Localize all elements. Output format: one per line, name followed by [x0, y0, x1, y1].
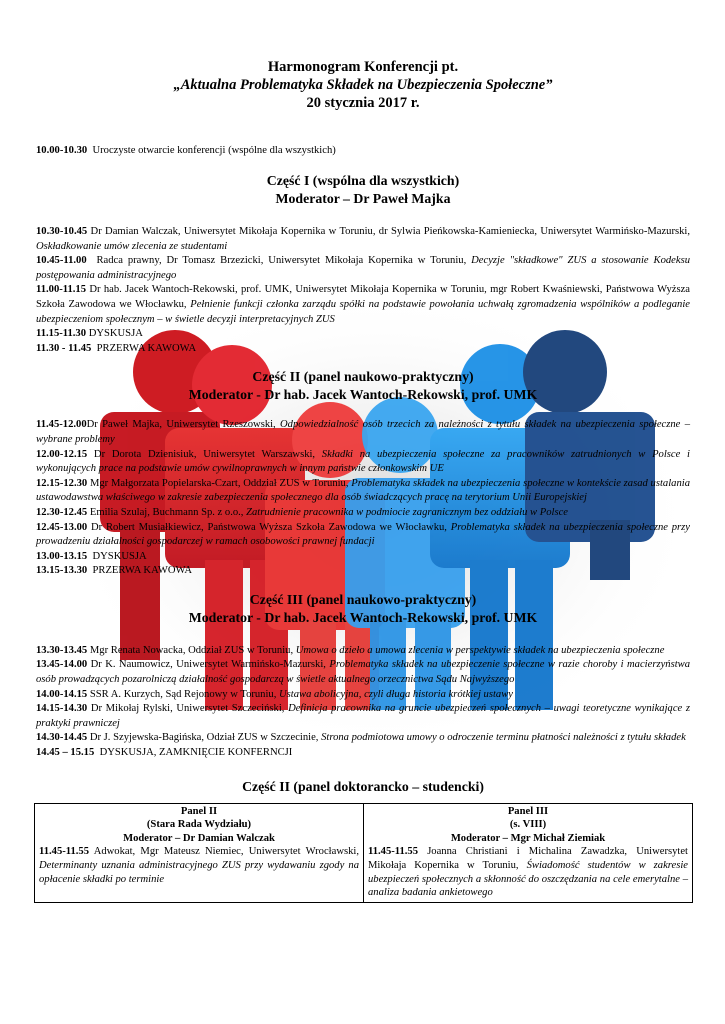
item-speaker: Emilia Szulaj, Buchmann Sp. z o.o.,: [89, 506, 247, 518]
item-time: 12.45-13.00: [36, 521, 88, 533]
part-3-title: Część III (panel naukowo-praktyczny): [249, 591, 477, 607]
item-speaker: Dr J. Szyjewska-Bagińska, Odział ZUS w Szczecinie,: [89, 732, 322, 744]
item-time: 11.45-11.55: [39, 846, 90, 858]
schedule-item: [36, 658, 690, 687]
item-title: Zatrudnienie pracownika w podmiocie zagranicznym bez oddziału w Polsce: [246, 506, 569, 518]
panel-item: [39, 845, 359, 886]
item-title: Problematyka składek na ubezpieczenia społeczne przy prowadzeniu działalności gospodarczej w ramach osobowości prawnej fundacji: [36, 521, 690, 548]
item-title: Problematyka składek na ubezpieczenie społeczne w razie choroby i macierzyństwa osób prowadzących pozarolniczą działalność gospodarczą w świetle aktualnego orzecznictwa Sądu Najwyższego: [36, 659, 691, 686]
item-speaker: Adwokat, Mgr Mateusz Niemiec, Uniwersytet Wrocławski,: [93, 846, 359, 858]
schedule-item: [36, 506, 690, 521]
schedule-item: [36, 327, 690, 342]
item-title: Świadomość studentów w zakresie ubezpieczeń społecznych a skłonność do oszczędzania na cele emerytalne – analiza badania ankietowego: [368, 860, 688, 899]
panel-moderator: Moderator – Mgr Michał Ziemiak: [450, 832, 606, 844]
item-time: 14.00-14.15: [36, 688, 88, 700]
schedule-item: [36, 731, 690, 746]
item-time: 13.30-13.45: [36, 644, 88, 656]
item-title: Umowa o dzieło a umowa zlecenia w perspektywie składek na ubezpieczenia społeczne: [295, 644, 665, 656]
panel-room: (s. VIII): [509, 819, 547, 831]
schedule-item: [36, 550, 690, 565]
item-time: 11.45-12.00: [36, 419, 87, 431]
part-3-heading: [36, 591, 690, 627]
item-time: 13.15-13.30: [36, 565, 88, 577]
item-time: 10.45-11.00: [36, 255, 87, 267]
part-1-moderator: Moderator – Dr Paweł Majka: [275, 191, 451, 206]
schedule-item: [36, 283, 690, 327]
schedule-item: [36, 225, 690, 254]
document-page: [36, 58, 690, 903]
table-row: [35, 803, 693, 902]
panel-room: (Stara Rada Wydziału): [146, 819, 252, 831]
schedule-item: [36, 448, 690, 477]
item-title: Odpowiedzialność osób trzecich za należności z tytułu składek na ubezpieczenia społeczne – wybrane problemy: [36, 419, 690, 445]
panel-name: Panel II: [180, 805, 218, 817]
item-speaker: PRZERWA KAWOWA: [96, 342, 197, 354]
item-speaker: DYSKUSJA: [88, 328, 143, 340]
opening-time: 10.00-10.30: [36, 145, 88, 156]
item-speaker: Dr Dorota Dzienisiuk, Uniwersytet Warszawski,: [93, 448, 322, 460]
item-time: 11.45-11.55: [368, 846, 419, 858]
panel-name: Panel III: [507, 805, 549, 817]
schedule-item: [36, 254, 690, 283]
schedule-item: [36, 688, 690, 703]
opening-text: Uroczyste otwarcie konferencji (wspólne dla wszystkich): [92, 145, 336, 156]
document-header: [36, 58, 690, 112]
panel-cell-right: [364, 803, 693, 902]
item-title: Pełnienie funkcji członka zarządu spółki na podstawie powołania uchwałą zgromadzenia wspólników a podleganie ubezpieczeniom społecznym – w świetle decyzji interpretacyjnych ZUS: [36, 298, 690, 325]
part-1-heading: [36, 172, 690, 208]
item-time: 13.45-14.00: [36, 659, 88, 671]
schedule-item: [36, 564, 690, 579]
schedule-item: [36, 644, 690, 659]
item-time: 11.30 - 11.45: [36, 342, 92, 354]
conference-title: „Aktualna Problematyka Składek na Ubezpieczenia Społeczne”: [173, 77, 553, 93]
schedule-item: [36, 702, 690, 731]
item-title: Decyzje "składkowe" ZUS a stosowanie Kodeksu postępowania administracyjnego: [36, 255, 691, 281]
item-speaker: Dr Damian Walczak, Uniwersytet Mikołaja Kopernika w Toruniu, dr Sylwia Pieńkowska-Kamieniecka, Uniwersytet Warmińsko-Mazurski,: [90, 226, 690, 237]
panel-moderator: Moderator – Dr Damian Walczak: [123, 832, 275, 844]
item-title: Oskładkowanie umów zlecenia ze studentami: [36, 240, 228, 252]
part-3-schedule: [36, 644, 690, 761]
schedule-item: [36, 746, 690, 761]
part-1-title: Część I (wspólna dla wszystkich): [266, 173, 460, 188]
part-2-schedule: [36, 418, 690, 579]
item-title: Strona podmiotowa umowy o odroczenie terminu płatności należności z tytułu składek: [321, 732, 686, 744]
item-speaker: Dr hab. Jacek Wantoch-Rekowski, prof. UMK, Uniwersytet Mikołaja Kopernika w Toruniu, mgr Robert Kwaśniewski, Państwowa Wyższa Szkoła Zawodowa we Włocławku,: [36, 284, 690, 310]
item-speaker: DYSKUSJA, ZAMKNIĘCIE KONFERNCJI: [99, 747, 293, 759]
item-speaker: Joanna Christiani i Michalina Zawadzka, Uniwersytet Mikołaja Kopernika w Toruniu,: [368, 846, 688, 871]
item-speaker: SSR A. Kurzych, Sąd Rejonowy w Toruniu,: [89, 688, 280, 700]
panel-cell-left: [35, 803, 364, 902]
item-time: 14.45 – 15.15: [36, 747, 95, 759]
item-speaker: DYSKUSJA: [92, 550, 147, 562]
item-speaker: Dr K. Naumowicz, Uniwersytet Warmińsko-Mazurski,: [90, 659, 330, 671]
item-title: Składki na ubezpieczenia społeczne za pracowników zatrudnionych w Polsce i wykonujących prace na podstawie umów cywilnoprawnych w innym państwie członkowskim UE: [36, 448, 690, 475]
part-3-moderator: Moderator - Dr hab. Jacek Wantoch-Rekowski, prof. UMK: [188, 609, 538, 625]
schedule-item: [36, 521, 690, 550]
part-1-schedule: [36, 225, 690, 356]
schedule-item: [36, 477, 690, 506]
item-time: 11.15-11.30: [36, 328, 87, 340]
panels-table: [34, 803, 693, 903]
item-time: 10.30-10.45: [36, 226, 88, 237]
item-speaker: Radca prawny, Dr Tomasz Brzezicki, Uniwersytet Mikołaja Kopernika w Toruniu,: [96, 255, 472, 267]
opening-item: [36, 144, 690, 158]
part-2-title: Część II (panel naukowo-praktyczny): [252, 369, 474, 385]
item-time: 14.15-14.30: [36, 703, 88, 715]
item-speaker: PRZERWA KAWOWA: [92, 565, 192, 577]
item-time: 12.30-12.45: [36, 506, 88, 518]
schedule-item: [36, 342, 690, 357]
part-4-heading: [36, 778, 690, 796]
part-4-title: Część II (panel doktorancko – studencki): [242, 778, 484, 794]
item-title: Ustawa abolicyjna, czyli długa historia krótkiej ustawy: [279, 688, 513, 700]
item-time: 14.30-14.45: [36, 732, 88, 744]
panel-item: [368, 845, 688, 899]
item-speaker: Dr Robert Musiałkiewicz, Państwowa Wyższa Szkoła Zawodowa we Włocławku,: [91, 521, 451, 533]
item-time: 12.15-12.30: [36, 477, 88, 489]
item-title: Problematyka składek na ubezpieczenia społeczne w kontekście zasad ustalania ustawodawstwa właściwego w zakresie zabezpieczenia społecznego dla osób świadczących pracę na terytorium Unii Europejskiej: [36, 477, 690, 504]
schedule-item: [36, 418, 690, 447]
item-title: Determinanty uznania administracyjnego ZUS przy wydawaniu zgody na opłacenie składki po terminie: [39, 860, 359, 885]
item-speaker: Mgr Małgorzata Popielarska-Czart, Oddział ZUS w Toruniu,: [89, 477, 352, 489]
item-time: 11.00-11.15: [36, 284, 87, 296]
conference-date: 20 stycznia 2017 r.: [306, 95, 420, 111]
item-time: 12.00-12.15: [36, 448, 88, 460]
header-line-1: Harmonogram Konferencji pt.: [267, 59, 459, 75]
item-speaker: Dr Mikołaj Rylski, Uniwersytet Szczeciński,: [90, 703, 289, 715]
item-title: Definicja pracownika na gruncie ubezpieczeń społecznych – uwagi teoretyczne wynikające z praktyki prawniczej: [36, 703, 691, 729]
part-2-moderator: Moderator - Dr hab. Jacek Wantoch-Rekowski, prof. UMK: [188, 387, 538, 403]
item-speaker: Dr Paweł Majka, Uniwersytet Rzeszowski,: [86, 419, 281, 431]
item-speaker: Mgr Renata Nowacka, Oddział ZUS w Toruniu,: [89, 644, 296, 656]
item-time: 13.00-13.15: [36, 550, 88, 562]
part-2-heading: [36, 368, 690, 404]
